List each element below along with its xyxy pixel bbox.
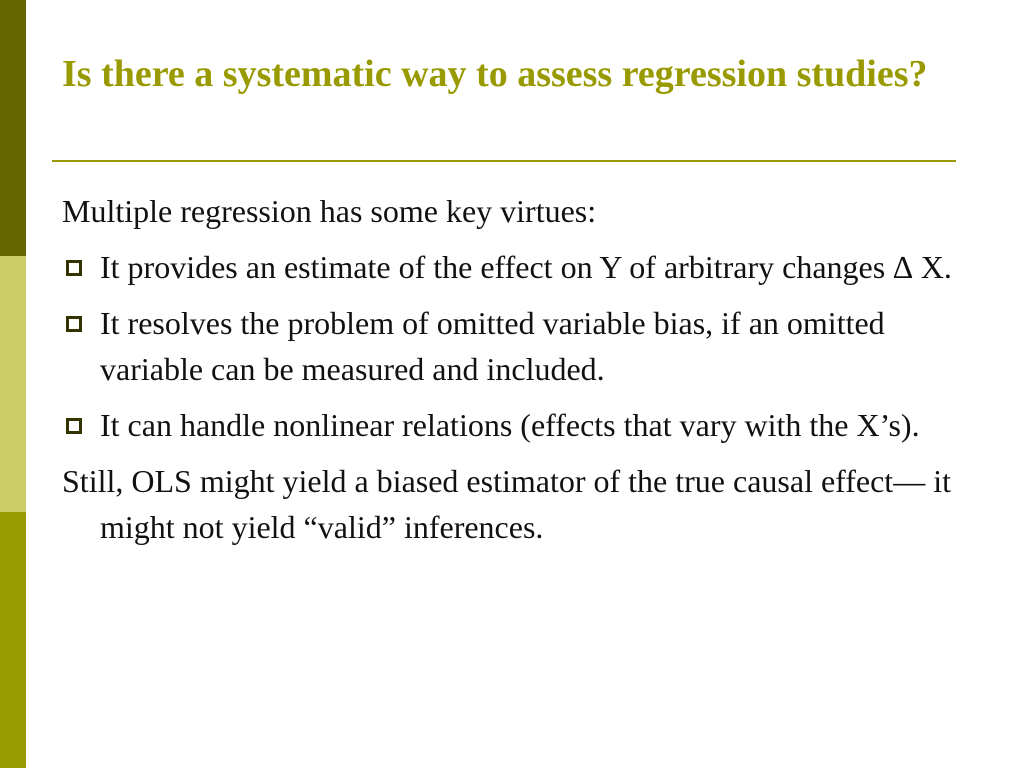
title-divider xyxy=(52,160,956,162)
bullet-text: It resolves the problem of omitted variable bias, if an omitted variable can be measured and included. xyxy=(100,305,885,387)
side-bar-segment-middle xyxy=(0,256,26,512)
side-bar-segment-bottom xyxy=(0,512,26,768)
bullet-item xyxy=(62,402,962,448)
slide-body xyxy=(62,188,962,560)
hollow-square-icon xyxy=(66,260,82,276)
hollow-square-icon xyxy=(66,316,82,332)
slide-title: Is there a systematic way to assess regression studies? xyxy=(62,53,928,95)
bullet-item xyxy=(62,244,962,290)
intro-text: Multiple regression has some key virtues: xyxy=(62,193,597,229)
side-bar-segment-top xyxy=(0,0,26,256)
bullet-text: It can handle nonlinear relations (effects that vary with the X’s). xyxy=(100,407,920,443)
side-color-bar xyxy=(0,0,26,768)
bullet-item xyxy=(62,300,962,392)
closing-text: Still, OLS might yield a biased estimator of the true causal effect— it might not yield “valid” inferences. xyxy=(62,463,951,545)
bullet-text: It provides an estimate of the effect on Y of arbitrary changes ∆ X. xyxy=(100,249,952,285)
hollow-square-icon xyxy=(66,418,82,434)
